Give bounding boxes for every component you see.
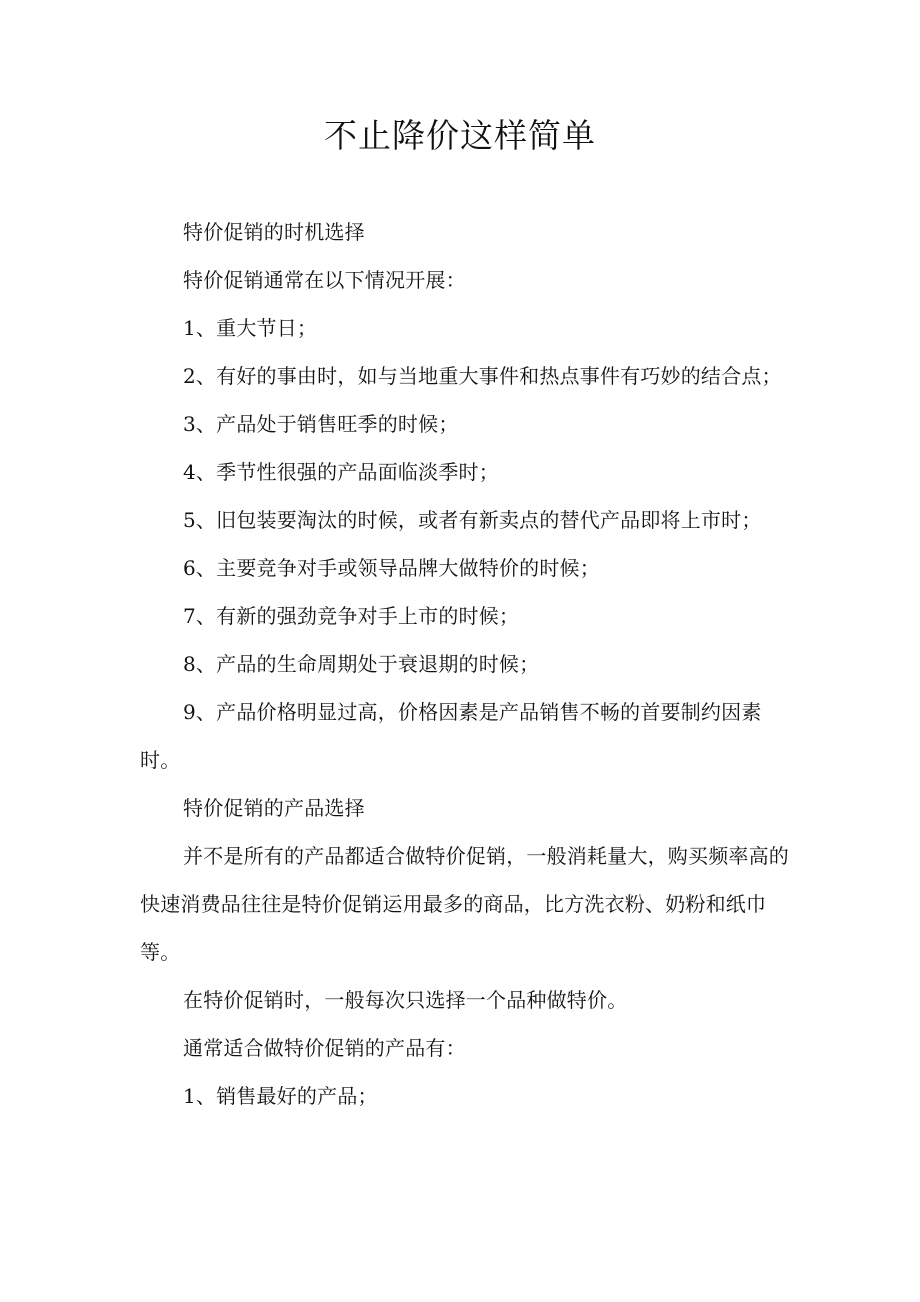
document-title: 不止降价这样简单 — [324, 116, 596, 155]
section-heading-timing: 特价促销的时机选择 — [183, 220, 365, 244]
list-item-6: 6、主要竞争对手或领导品牌大做特价的时候； — [183, 556, 600, 580]
list-item-7: 7、有新的强劲竞争对手上市的时候； — [183, 604, 520, 628]
list-item-3: 3、产品处于销售旺季的时候； — [183, 412, 459, 436]
list-item-9: 9、产品价格明显过高，价格因素是产品销售不畅的首要制约因素时。 — [140, 700, 762, 772]
list-item-1: 1、重大节日； — [183, 316, 318, 340]
list-item-2: 2、有好的事由时，如与当地重大事件和热点事件有巧妙的结合点； — [183, 364, 782, 388]
document-body — [140, 208, 790, 1120]
paragraph-intro-conditions: 特价促销通常在以下情况开展： — [183, 268, 466, 292]
paragraph-suitable-products: 通常适合做特价促销的产品有： — [183, 1036, 466, 1060]
product-list-item-1: 1、销售最好的产品； — [183, 1084, 378, 1108]
section-heading-product: 特价促销的产品选择 — [183, 796, 365, 820]
paragraph-product-selection: 并不是所有的产品都适合做特价促销，一般消耗量大，购买频率高的快速消费品往往是特价促销运用最多的商品，比方洗衣粉、奶粉和纸巾等。 — [140, 844, 789, 964]
list-item-4: 4、季节性很强的产品面临淡季时； — [183, 460, 499, 484]
list-item-8: 8、产品的生命周期处于衰退期的时候； — [183, 652, 540, 676]
paragraph-one-item: 在特价促销时，一般每次只选择一个品种做特价。 — [183, 988, 628, 1012]
list-item-5: 5、旧包装要淘汰的时候，或者有新卖点的替代产品即将上市时； — [183, 508, 762, 532]
